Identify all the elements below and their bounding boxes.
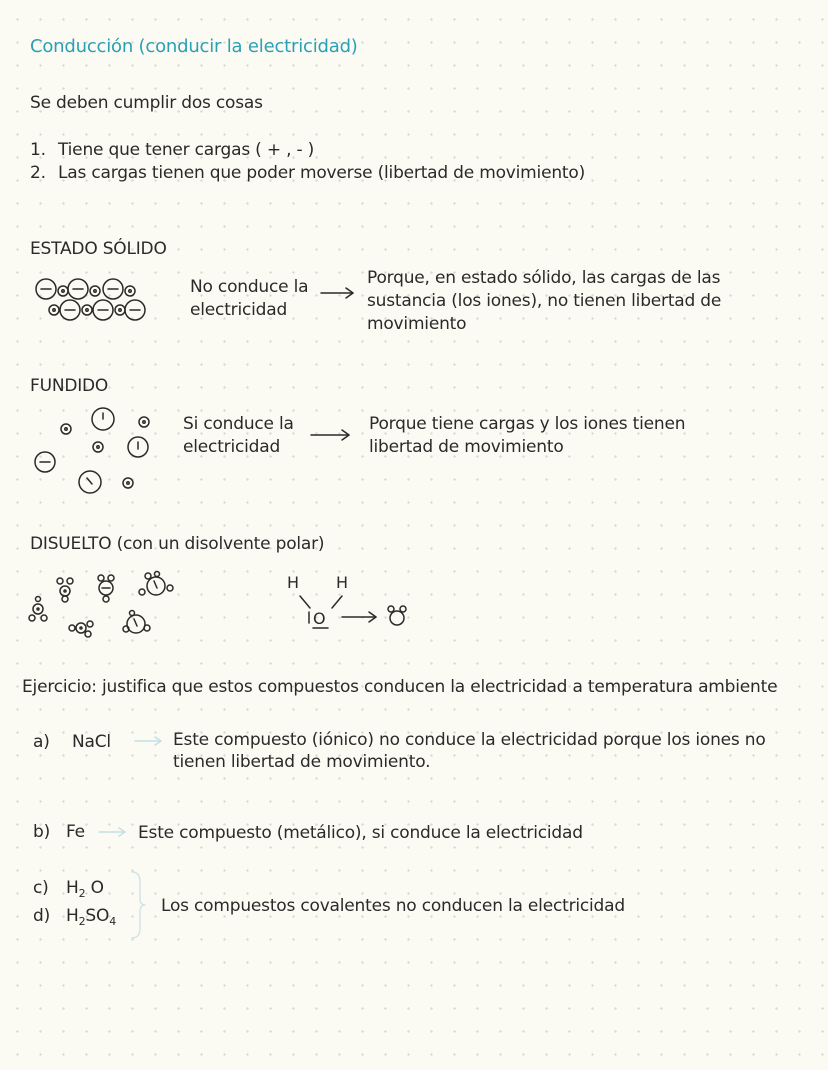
molten-result-line2: electricidad bbox=[183, 437, 281, 457]
molten-arrow-icon bbox=[310, 428, 352, 442]
exercise-a-answer-line2: tienen libertad de movimiento. bbox=[173, 752, 431, 772]
exercise-b-compound: Fe bbox=[66, 822, 85, 842]
molten-heading: FUNDIDO bbox=[30, 376, 109, 396]
exercise-a-compound: NaCl bbox=[72, 732, 111, 752]
hydrogen-label-left: H bbox=[287, 573, 300, 592]
dissolved-ions-drawing bbox=[26, 566, 186, 642]
solid-explanation-line1: Porque, en estado sólido, las cargas de las bbox=[367, 268, 721, 288]
exercise-prompt: Ejercicio: justifica que estos compuestos conducen la electricidad a temperatura ambiente bbox=[22, 677, 778, 697]
exercise-c-compound: $H_2$ O bbox=[66, 878, 104, 900]
exercise-b-answer: Este compuesto (metálico), si conduce la electricidad bbox=[138, 823, 583, 843]
exercise-d-compound: $H_2SO_4$ bbox=[66, 906, 116, 928]
condition-1-text: Tiene que tener cargas ( + , - ) bbox=[58, 140, 315, 160]
solid-result-line1: No conduce la bbox=[190, 277, 309, 297]
solid-ion-lattice-drawing bbox=[30, 274, 150, 326]
solid-arrow-icon bbox=[320, 286, 356, 300]
exercise-b-arrow-icon bbox=[98, 826, 128, 838]
solvated-ion-2 bbox=[98, 575, 114, 602]
solvated-ion-1 bbox=[57, 578, 73, 602]
exercise-a-label: a) bbox=[33, 732, 50, 752]
dissolved-heading: DISUELTO (con un disolvente polar) bbox=[30, 534, 325, 554]
solid-explanation-line3: movimiento bbox=[367, 314, 467, 334]
exercise-c-label: c) bbox=[33, 878, 49, 898]
exercise-b-label: b) bbox=[33, 822, 51, 842]
solvated-ion-3 bbox=[139, 572, 173, 596]
exercise-a-answer-line1: Este compuesto (iónico) no conduce la electricidad porque los iones no bbox=[173, 730, 766, 750]
condition-1-number: 1. bbox=[30, 140, 46, 160]
solid-result-line2: electricidad bbox=[190, 300, 288, 320]
molten-explanation-line1: Porque tiene cargas y los iones tienen bbox=[369, 414, 686, 434]
molten-ions-drawing bbox=[28, 402, 158, 496]
solvated-ion-6 bbox=[123, 611, 150, 634]
solid-explanation-line2: sustancia (los iones), no tienen libertad de bbox=[367, 291, 722, 311]
exercise-d-label: d) bbox=[33, 906, 51, 926]
solid-heading: ESTADO SÓLIDO bbox=[30, 239, 167, 259]
covalent-note: Los compuestos covalentes no conducen la electricidad bbox=[161, 896, 625, 916]
molten-result-line1: Si conduce la bbox=[183, 414, 294, 434]
molten-explanation-line2: libertad de movimiento bbox=[369, 437, 564, 457]
lattice-row-2 bbox=[49, 300, 145, 320]
water-molecule-drawing bbox=[280, 570, 420, 632]
condition-2-number: 2. bbox=[30, 163, 46, 183]
grouping-brace-icon bbox=[128, 870, 148, 940]
intro-text: Se deben cumplir dos cosas bbox=[30, 93, 263, 113]
solvated-ion-5 bbox=[69, 621, 93, 637]
lattice-row-1 bbox=[36, 279, 135, 299]
oxygen-label: O bbox=[313, 609, 326, 628]
page-title: Conducción (conducir la electricidad) bbox=[30, 36, 358, 57]
exercise-a-arrow-icon bbox=[134, 735, 164, 747]
hydrogen-label-right: H bbox=[336, 573, 349, 592]
condition-2-text: Las cargas tienen que poder moverse (libertad de movimiento) bbox=[58, 163, 585, 183]
solvated-ion-4 bbox=[29, 597, 47, 622]
